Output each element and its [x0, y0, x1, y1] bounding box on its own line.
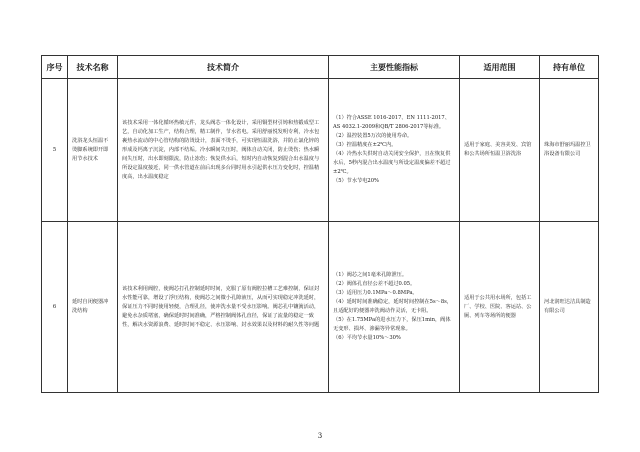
- header-no: 序号: [42, 56, 68, 79]
- owner-unit: 珠海市舒丽玛温控卫浴设备有限公司: [540, 79, 599, 222]
- indicator-item: （5）在1.75MPa的进水压力下，保压1min，阀体无变形、损坏、渗漏等异常现象。: [333, 317, 451, 332]
- performance-indicators: [329, 222, 460, 393]
- application-scope: 适用于家庭、美容美发、宾馆和公共场所恒温卫浴洗浴: [460, 79, 540, 222]
- indicator-item: （6）平均节水量10%～30%: [333, 335, 401, 341]
- row-number: 6: [42, 222, 68, 393]
- indicator-item: （4）冷热水失供时自动关闭安全保护，且在恢复供水后，5秒内混合出水温度与所设定温度偏差不超过±2℃。: [333, 151, 451, 175]
- row-number: 5: [42, 79, 68, 222]
- technology-table: [41, 55, 599, 393]
- application-scope: 适用于公共用水场所，包括工厂、学校、医院、客运站、公厕、列车等场所的便器: [460, 222, 540, 393]
- indicator-item: （3）控温精度在±2℃内。: [333, 142, 397, 148]
- header-tech-name: 技术名称: [68, 56, 118, 79]
- tech-intro: 该技术采用一体化循环热敏元件，龙头阀芯一体化设计，采用铜型材引铸和热锻成型工艺，自动化加工生产，结构合理，精工制作，节水省电。采用舒丽悦发明专利，冷水包裹热水流动的中心管结构的防烫设计，表面不烫手，可实现恒温洗浴，并防止氯化锌的形成及钙离子沉淀，内部不结垢。冷水瞬间失压时，阀体自动关闭，防止烫伤；热水瞬间失压时，出水即刻限流，防止冻伤；恢复供水后，短时内自动恢复到混合出水温度与所设定温度接近，同一供水管道在前后出现多台同时用水引起供水压力变化时，控温精度高，出水温度稳定: [118, 79, 329, 222]
- indicator-item: （3）适用压力0.1MPa～0.8MPa。: [333, 290, 418, 296]
- table-row: [42, 79, 599, 222]
- header-intro: 技术简介: [118, 56, 329, 79]
- header-owner: 持有单位: [540, 56, 599, 79]
- tech-name: 延时自闭便器冲洗结构: [68, 222, 118, 393]
- tech-intro: 该技术利用阀腔，使阀芯打孔控制延时时间，克服了原有阀腔拉槽工艺难控制，保证封水性能可靠，增设了浮压结构，使阀芯之间微小孔隙液压，从而可实现稳定冲洗延时，保证压力不同时使用轻便，合理孔径，使冲洗水量不受水压影响。阀芯孔中镶簧活动，避免水杂质堵塞，确保延时时间准确，严格控制阀体孔直径，保证了流量的稳定一致性，解决水资源浪费、延时时间不稳定、水压影响、封水效果以及材料的耐久性等问题: [118, 222, 329, 393]
- indicator-item: （5）节水节电20%: [333, 178, 379, 184]
- page-number: 3: [317, 432, 323, 440]
- tech-name: 洗浴龙头恒温不烫脚系统即开即用节水技术: [68, 79, 118, 222]
- header-scope: 适用范围: [460, 56, 540, 79]
- performance-indicators: [329, 79, 460, 222]
- header-indicators: 主要性能指标: [329, 56, 460, 79]
- table-row: [42, 222, 599, 393]
- indicator-item: （2）温控装置5万次的使用寿命。: [333, 133, 413, 139]
- table-header-row: [42, 56, 599, 79]
- indicator-item: （1）阀芯之间1毫米孔隙泄压。: [333, 272, 408, 278]
- indicator-item: （4）延时时间准确稳定，延时时间控制在5s～8s，且适配好的便器冲洗阀动作灵活，无卡阻。: [333, 299, 452, 314]
- indicator-item: （1）符合ASSE 1016-2017、EN 1111-2017、AS 4032.1-2009和QB/T 2806-2017等标准。: [333, 115, 450, 130]
- owner-unit: 河北润旺达洁具制造有限公司: [540, 222, 599, 393]
- indicator-item: （2）阀体孔直径公差不超过0.05。: [333, 281, 416, 287]
